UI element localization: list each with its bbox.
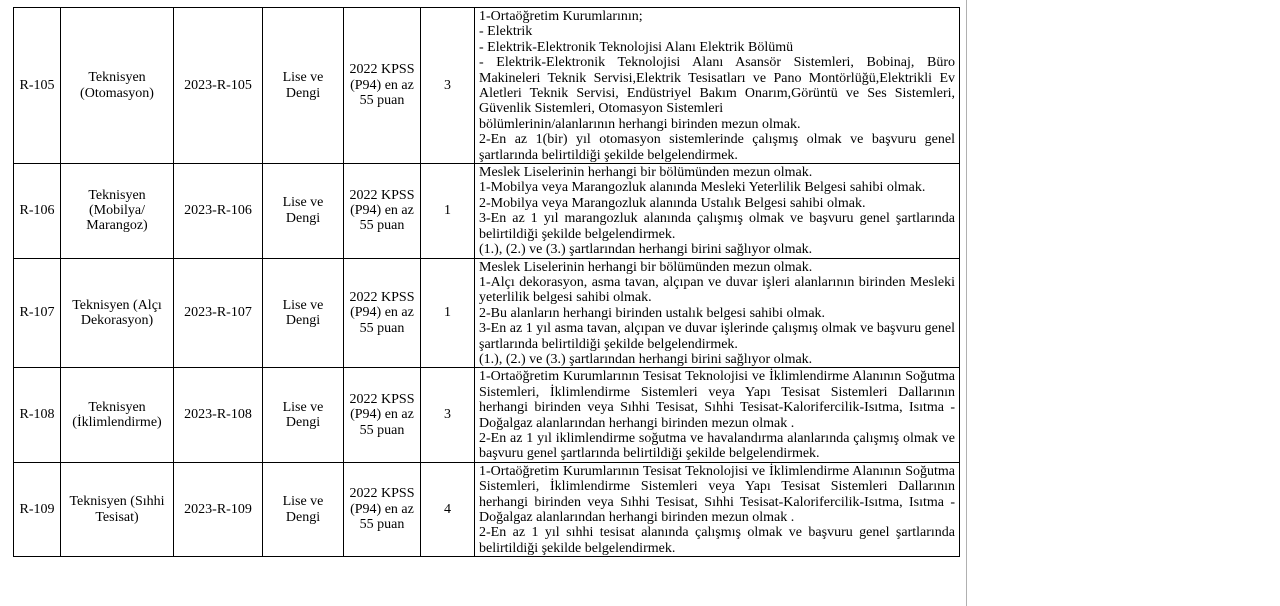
position-code-cell: 2023-R-107 xyxy=(174,258,263,368)
requirement-line: (1.), (2.) ve (3.) şartlarından herhangi birini sağlıyor olmak. xyxy=(479,242,813,258)
position-code-cell: 2023-R-106 xyxy=(174,164,263,258)
requirement-line: 2-En az 1(bir) yıl otomasyon sistemlerinde çalışmış olmak ve başvuru genel şartlarında belirtildiği şekilde belgelendirmek. xyxy=(479,132,955,163)
table-row xyxy=(14,164,960,258)
requirement-line: (1.), (2.) ve (3.) şartlarından herhangi birini sağlıyor olmak. xyxy=(479,351,813,367)
row-code-cell: R-107 xyxy=(14,258,61,368)
quota-cell: 3 xyxy=(421,8,475,164)
position-table xyxy=(13,7,960,557)
requirement-line: - Elektrik xyxy=(479,24,533,40)
education-cell: Lise ve Dengi xyxy=(263,462,344,556)
requirement-line: 3-En az 1 yıl asma tavan, alçıpan ve duvar işlerinde çalışmış olmak ve başvuru genel şartlarında belirtildiği şekilde belgelendirmek. xyxy=(479,321,955,352)
page-divider xyxy=(966,0,967,606)
requirement-line: - Elektrik-Elektronik Teknolojisi Alanı Asansör Sistemleri, Bobinaj, Büro Makineleri Teknik Servisi,Elektrik Tesisatları ve Pano Montörlüğü,Elektrikli Ev Aletleri Teknik Servisi, Endüstriyel Bakım Onarım,Görüntü ve Ses Sistemleri, Güvenlik Sistemleri, Otomasyon Sistemleri xyxy=(479,55,955,117)
requirement-line: Meslek Liselerinin herhangi bir bölümünden mezun olmak. xyxy=(479,259,813,275)
requirements-cell xyxy=(475,164,960,258)
requirement-line: - Elektrik-Elektronik Teknolojisi Alanı Elektrik Bölümü xyxy=(479,39,794,55)
position-code-cell: 2023-R-109 xyxy=(174,462,263,556)
requirement-line: 1-Mobilya veya Marangozluk alanında Mesleki Yeterlilik Belgesi sahibi olmak. xyxy=(479,180,926,196)
position-title-cell: Teknisyen (İklimlendirme) xyxy=(61,368,174,462)
requirements-cell xyxy=(475,8,960,164)
exam-cell: 2022 KPSS (P94) en az 55 puan xyxy=(344,258,421,368)
quota-cell: 1 xyxy=(421,258,475,368)
table-row xyxy=(14,368,960,462)
requirement-line: 1-Ortaöğretim Kurumlarının; xyxy=(479,9,643,24)
education-cell: Lise ve Dengi xyxy=(263,258,344,368)
quota-cell: 3 xyxy=(421,368,475,462)
position-title-cell: Teknisyen (Otomasyon) xyxy=(61,8,174,164)
quota-cell: 4 xyxy=(421,462,475,556)
requirements-cell xyxy=(475,368,960,462)
position-title-cell: Teknisyen (Alçı Dekorasyon) xyxy=(61,258,174,368)
row-code-cell: R-109 xyxy=(14,462,61,556)
requirement-line: 1-Ortaöğretim Kurumlarının Tesisat Teknolojisi ve İklimlendirme Alanının Soğutma Sistemleri, İklimlendirme Sistemleri veya Yapı Tesisat Sistemleri Dallarının herhangi birinden veya Sıhhi Tesisat, Sıhhi Tesisat-Kalorifercilik-Isıtma, Isıtma - Doğalgaz alanlarından herhangi birinden mezun olmak . xyxy=(479,463,955,525)
exam-cell: 2022 KPSS (P94) en az 55 puan xyxy=(344,462,421,556)
exam-cell: 2022 KPSS (P94) en az 55 puan xyxy=(344,164,421,258)
exam-cell: 2022 KPSS (P94) en az 55 puan xyxy=(344,8,421,164)
education-cell: Lise ve Dengi xyxy=(263,368,344,462)
position-title-cell: Teknisyen (Mobilya/ Marangoz) xyxy=(61,164,174,258)
requirement-line: 3-En az 1 yıl marangozluk alanında çalışmış olmak ve başvuru genel şartlarında belirtildiği şekilde belgelendirmek. xyxy=(479,211,955,242)
requirements-cell xyxy=(475,258,960,368)
requirement-line: 2-En az 1 yıl sıhhi tesisat alanında çalışmış olmak ve başvuru genel şartlarında belirtildiği şekilde belgelendirmek. xyxy=(479,525,955,556)
requirement-line: Meslek Liselerinin herhangi bir bölümünden mezun olmak. xyxy=(479,165,813,181)
row-code-cell: R-108 xyxy=(14,368,61,462)
requirement-line: 1-Alçı dekorasyon, asma tavan, alçıpan ve duvar işleri alanlarının birinden Mesleki yeterlilik belgesi sahibi olmak. xyxy=(479,274,955,306)
requirement-line: 2-Mobilya veya Marangozluk alanında Ustalık Belgesi sahibi olmak. xyxy=(479,195,866,211)
position-code-cell: 2023-R-105 xyxy=(174,8,263,164)
requirement-line: 2-En az 1 yıl iklimlendirme soğutma ve havalandırma alanlarında çalışmış olmak ve başvuru genel şartlarında belirtildiği şekilde belgelendirmek. xyxy=(479,430,955,462)
table-row xyxy=(14,462,960,556)
education-cell: Lise ve Dengi xyxy=(263,164,344,258)
row-code-cell: R-105 xyxy=(14,8,61,164)
requirements-cell xyxy=(475,462,960,556)
table-row xyxy=(14,258,960,368)
table-row xyxy=(14,8,960,164)
education-cell: Lise ve Dengi xyxy=(263,8,344,164)
requirement-line: bölümlerinin/alanlarının herhangi birinden mezun olmak. xyxy=(479,116,801,132)
exam-cell: 2022 KPSS (P94) en az 55 puan xyxy=(344,368,421,462)
position-code-cell: 2023-R-108 xyxy=(174,368,263,462)
position-title-cell: Teknisyen (Sıhhi Tesisat) xyxy=(61,462,174,556)
requirement-line: 1-Ortaöğretim Kurumlarının Tesisat Teknolojisi ve İklimlendirme Alanının Soğutma Sistemleri, İklimlendirme Sistemleri veya Yapı Tesisat Sistemleri Dallarının herhangi birinden veya Sıhhi Tesisat, Sıhhi Tesisat-Kalorifercilik-Isıtma, Isıtma - Doğalgaz alanlarından herhangi birinden mezun olmak . xyxy=(479,369,955,431)
row-code-cell: R-106 xyxy=(14,164,61,258)
requirement-line: 2-Bu alanların herhangi birinden ustalık belgesi sahibi olmak. xyxy=(479,305,826,321)
quota-cell: 1 xyxy=(421,164,475,258)
